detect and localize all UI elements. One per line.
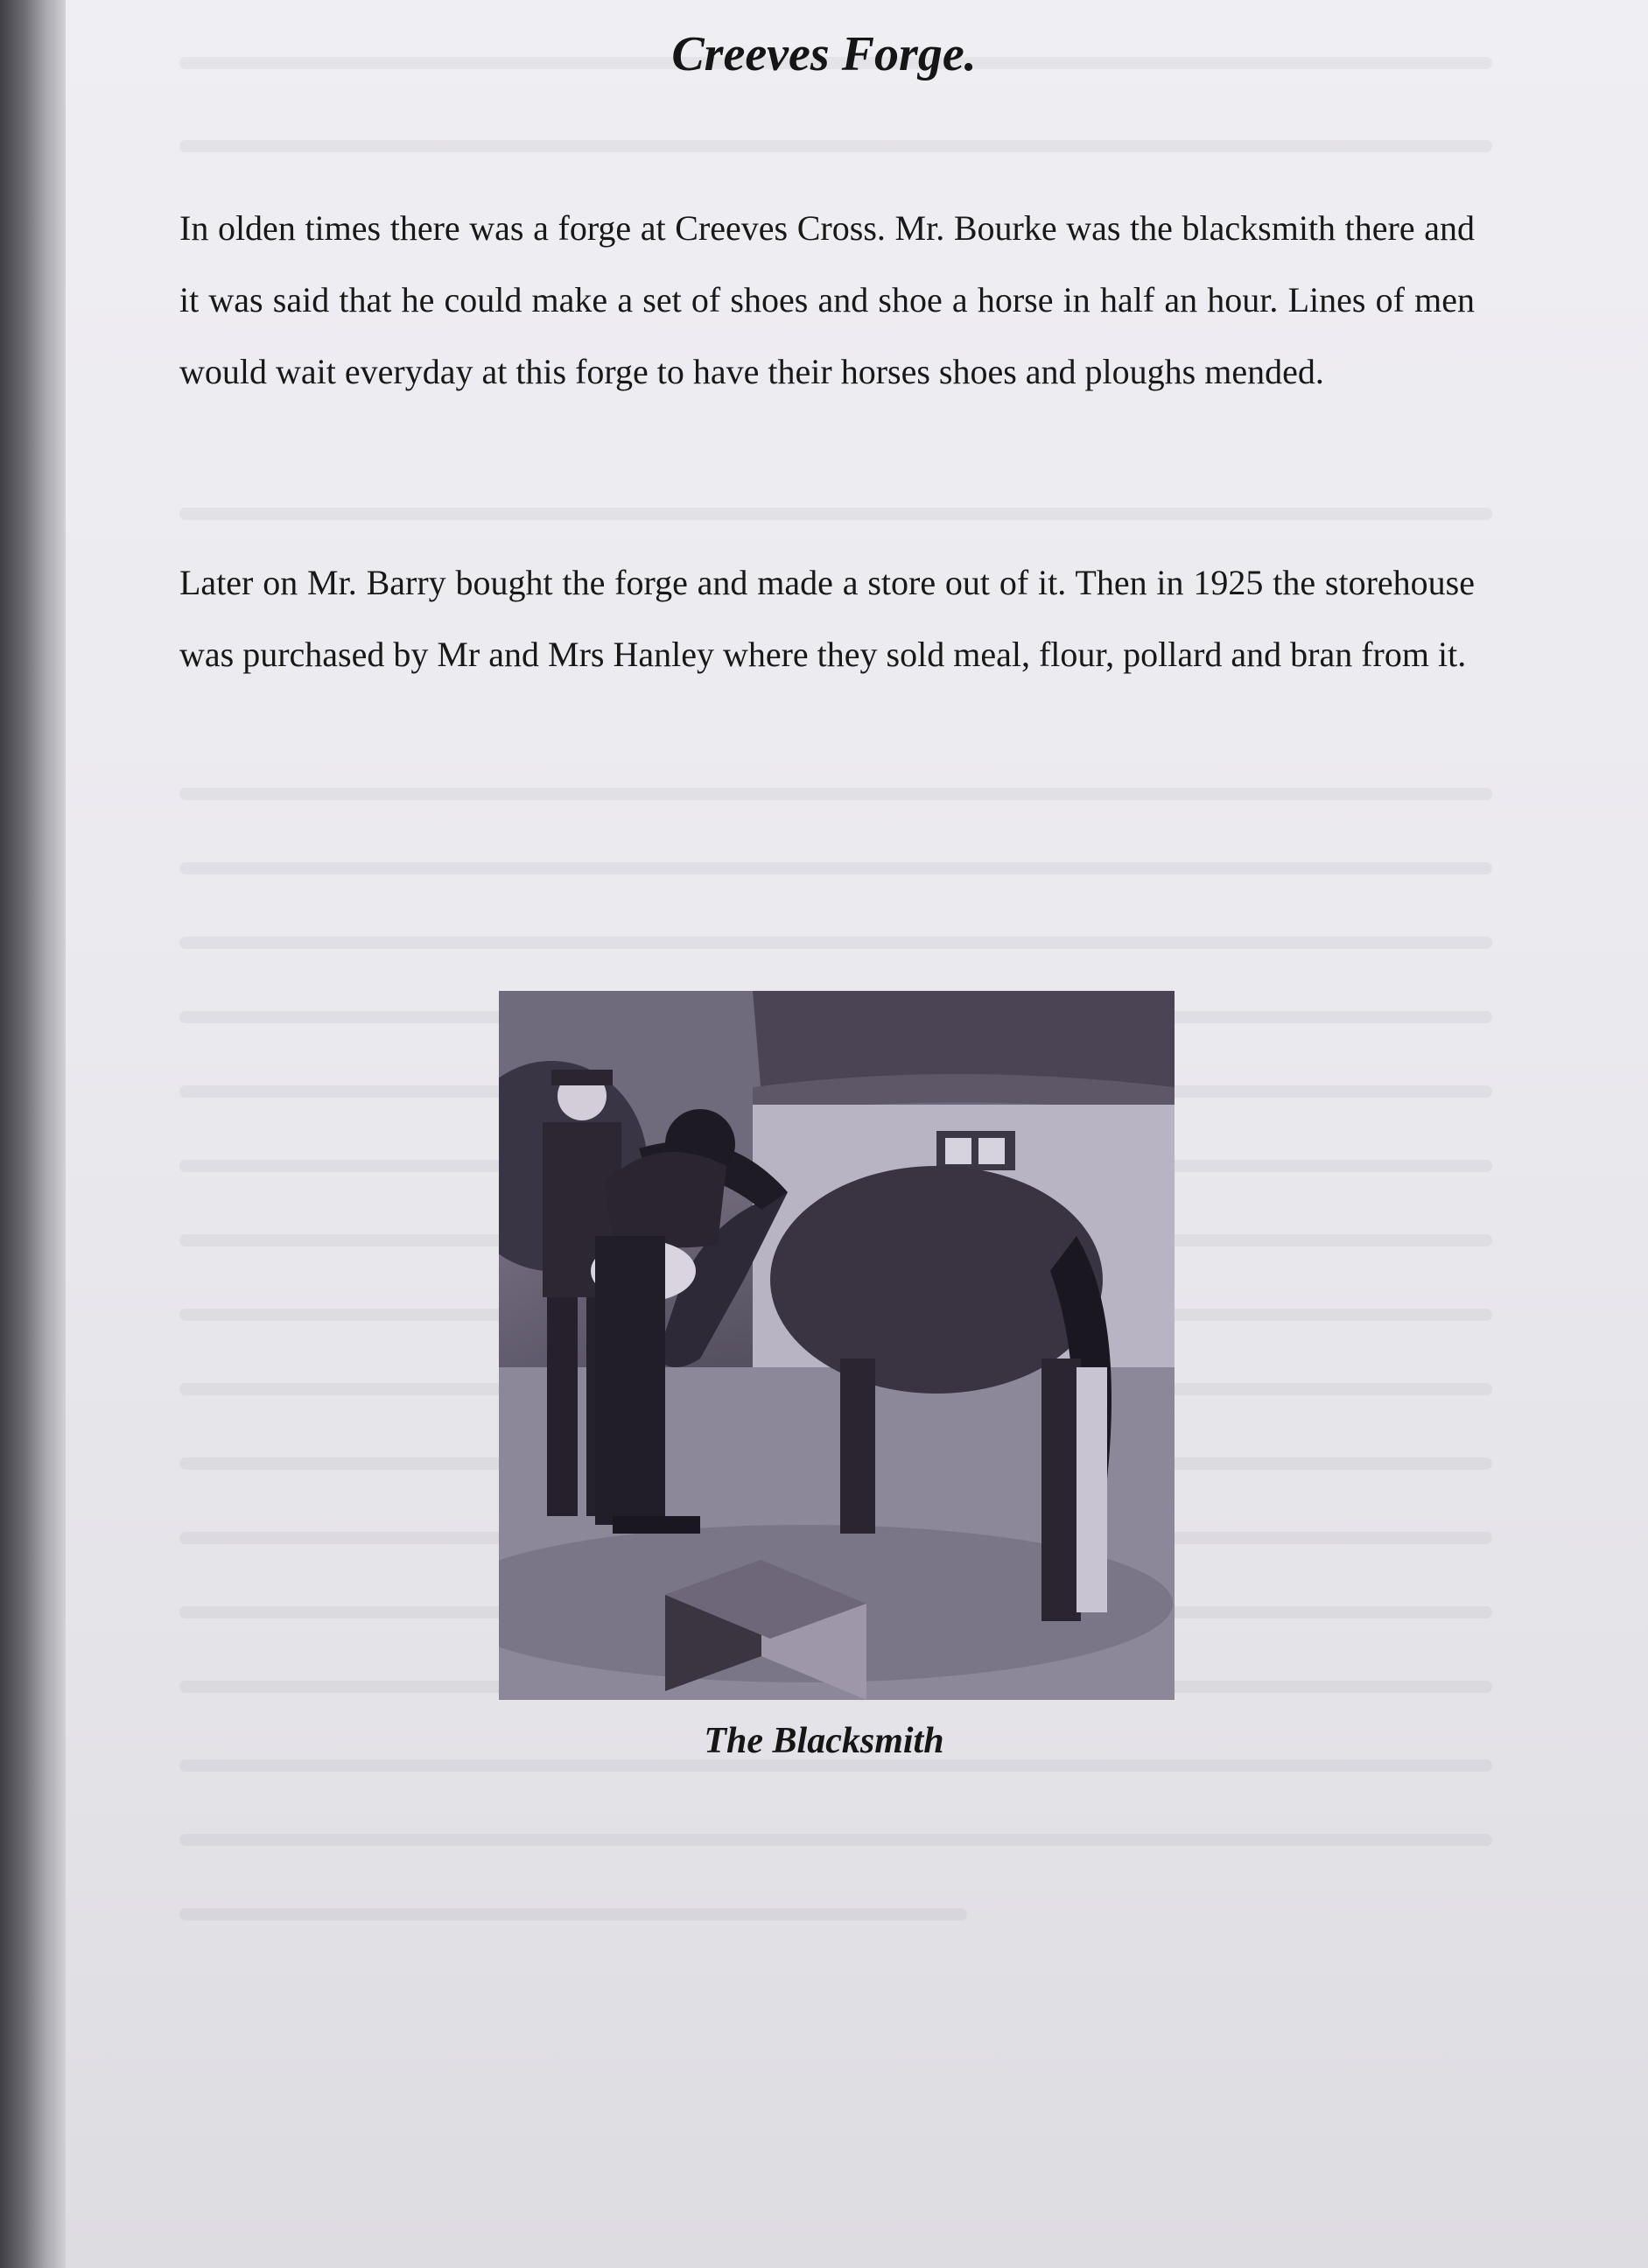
paragraph-forge-history: In olden times there was a forge at Creeves Cross. Mr. Bourke was the blacksmith there and it was said that he could make a set of shoes and shoe a horse in half an hour. Lines of men would wait everyday at this forge to have their horses shoes and ploughs mended. <box>179 208 1475 391</box>
book-gutter <box>0 0 66 2268</box>
page-title: Creeves Forge. <box>671 27 977 81</box>
paragraph-storehouse: Later on Mr. Barry bought the forge and made a store out of it. Then in 1925 the storehouse was purchased by Mr and Mrs Hanley where they sold meal, flour, pollard and bran from it. <box>179 563 1475 674</box>
photo-caption: The Blacksmith <box>704 1721 944 1761</box>
blacksmith-photo <box>499 991 1175 1700</box>
